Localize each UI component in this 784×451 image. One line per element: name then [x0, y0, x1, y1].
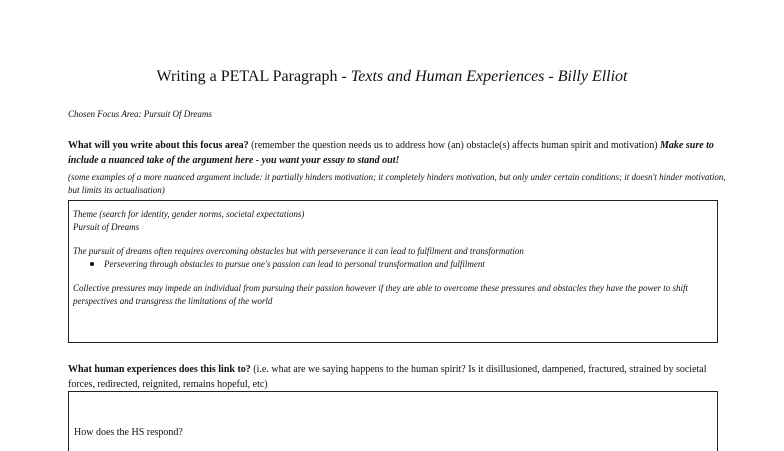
- question-focus-emphasis: Make sure to include a nuanced take of the argument here - you want your essay to stand out!: [68, 140, 714, 166]
- theme-line: Theme (search for identity, gender norms, societal expectations): [73, 209, 305, 219]
- hs-response-prompt: How does the HS respond?: [74, 427, 183, 438]
- bullet-item: [73, 258, 713, 271]
- title-italic: Texts and Human Experiences - Billy Elliot: [350, 68, 628, 85]
- chosen-focus-area: Chosen Focus Area: Pursuit Of Dreams: [68, 109, 212, 119]
- title-plain: Writing a PETAL Paragraph -: [156, 68, 351, 85]
- focus-answer-box[interactable]: [68, 200, 718, 343]
- question-he-bold: What human experiences does this link to?: [68, 364, 251, 375]
- theme-value: Pursuit of Dreams: [73, 221, 140, 232]
- page-title: [0, 66, 784, 88]
- collective-pressures-line: Collective pressures may impede an individual from pursuing their passion however if they are able to overcome these pressures and obstacles they have the power to shift perspectives and transgress the limitations of the world: [73, 283, 689, 306]
- bullet-text: Persevering through obstacles to pursue one's passion can lead to personal transformation and fulfilment: [104, 258, 485, 269]
- bullet-dot: [90, 262, 94, 266]
- thesis-line: The pursuit of dreams often requires overcoming obstacles but with perseverance it can lead to fulfilment and transformation: [73, 246, 524, 256]
- question-human-experiences: [68, 362, 728, 392]
- question-focus-area: [68, 139, 728, 168]
- question-he-normal: (i.e. what are we saying happens to the human spirit? Is it disillusioned, dampened, fractured, strained by societal forces, redirected, reignited, remains hopeful, etc): [68, 364, 707, 390]
- nuance-examples-note: (some examples of a more nuanced argument include: it partially hinders motivation; it completely hinders motivation, but only under certain conditions; it doesn't hinder motivation, but limits its actualisation): [68, 172, 726, 195]
- question-focus-normal: (remember the question needs us to address how (an) obstacle(s) affects human spirit and motivation): [248, 140, 661, 151]
- human-experiences-answer-box[interactable]: [68, 391, 718, 451]
- question-focus-bold: What will you write about this focus area?: [68, 140, 249, 151]
